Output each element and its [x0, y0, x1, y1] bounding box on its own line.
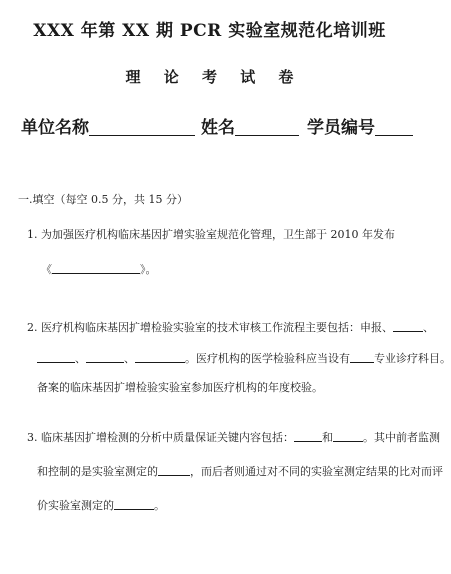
- q3-line1-text-c: 。其中前者监测: [363, 431, 440, 444]
- question-2-line3: 备案的临床基因扩增检验实验室参加医疗机构的年度校验。: [37, 381, 323, 394]
- id-blank[interactable]: [375, 119, 413, 136]
- book-open-bracket: 《: [41, 263, 52, 276]
- info-fields: [21, 113, 401, 138]
- q3-line3-text-a: 价实验室测定的: [37, 499, 114, 512]
- question-3-line2: [37, 464, 443, 479]
- question-2-line1: [27, 320, 434, 335]
- id-label: 学员编号: [307, 118, 375, 138]
- question-1-line2: [41, 262, 157, 277]
- section-heading: 一.填空（每空 0.5 分，共 15 分）: [18, 193, 188, 206]
- q2-line2-end: 专业诊疗科目。: [374, 352, 451, 365]
- q2-blank-3[interactable]: [86, 351, 124, 363]
- q2-blank-1[interactable]: [393, 320, 423, 332]
- q1-blank-1[interactable]: [52, 262, 140, 274]
- q3-line3-text-b: 。: [154, 499, 165, 512]
- q2-blank-2[interactable]: [37, 351, 75, 363]
- q3-line2-text-a: 和控制的是实验室测定的: [37, 465, 158, 478]
- q2-line1-text: 2. 医疗机构临床基因扩增检验实验室的技术审核工作流程主要包括：申报、: [27, 321, 393, 334]
- page-title: XXX 年第 XX 期 PCR 实验室规范化培训班: [33, 21, 386, 41]
- q3-line2-text-b: ，而后者则通过对不同的实验室测定结果的比对而评: [190, 465, 443, 478]
- q2-blank-4[interactable]: [135, 351, 185, 363]
- unit-label: 单位名称: [21, 118, 89, 138]
- q2-line2-text: 。医疗机构的医学检验科应当设有: [185, 352, 350, 365]
- question-3-line1: [27, 430, 440, 445]
- q3-blank-3[interactable]: [158, 464, 190, 476]
- q2-blank-5[interactable]: [350, 351, 374, 363]
- question-1-line1: 1. 为加强医疗机构临床基因扩增实验室规范化管理，卫生部于 2010 年发布: [27, 228, 395, 241]
- q2-sep-2: 、: [124, 352, 135, 365]
- q2-line1-end: 、: [423, 321, 434, 334]
- q3-blank-4[interactable]: [114, 498, 154, 510]
- question-2-line2: [37, 351, 451, 366]
- question-3-line3: [37, 498, 165, 513]
- q3-blank-1[interactable]: [294, 430, 322, 442]
- name-blank[interactable]: [235, 119, 299, 136]
- q2-sep-1: 、: [75, 352, 86, 365]
- page-subtitle: 理 论 考 试 卷: [125, 68, 294, 86]
- q3-blank-2[interactable]: [333, 430, 363, 442]
- unit-blank[interactable]: [89, 119, 195, 136]
- q3-line1-text-b: 和: [322, 431, 333, 444]
- book-close-bracket: 》。: [140, 263, 157, 276]
- name-label: 姓名: [201, 118, 235, 138]
- q3-line1-text-a: 3. 临床基因扩增检测的分析中质量保证关键内容包括：: [27, 431, 294, 444]
